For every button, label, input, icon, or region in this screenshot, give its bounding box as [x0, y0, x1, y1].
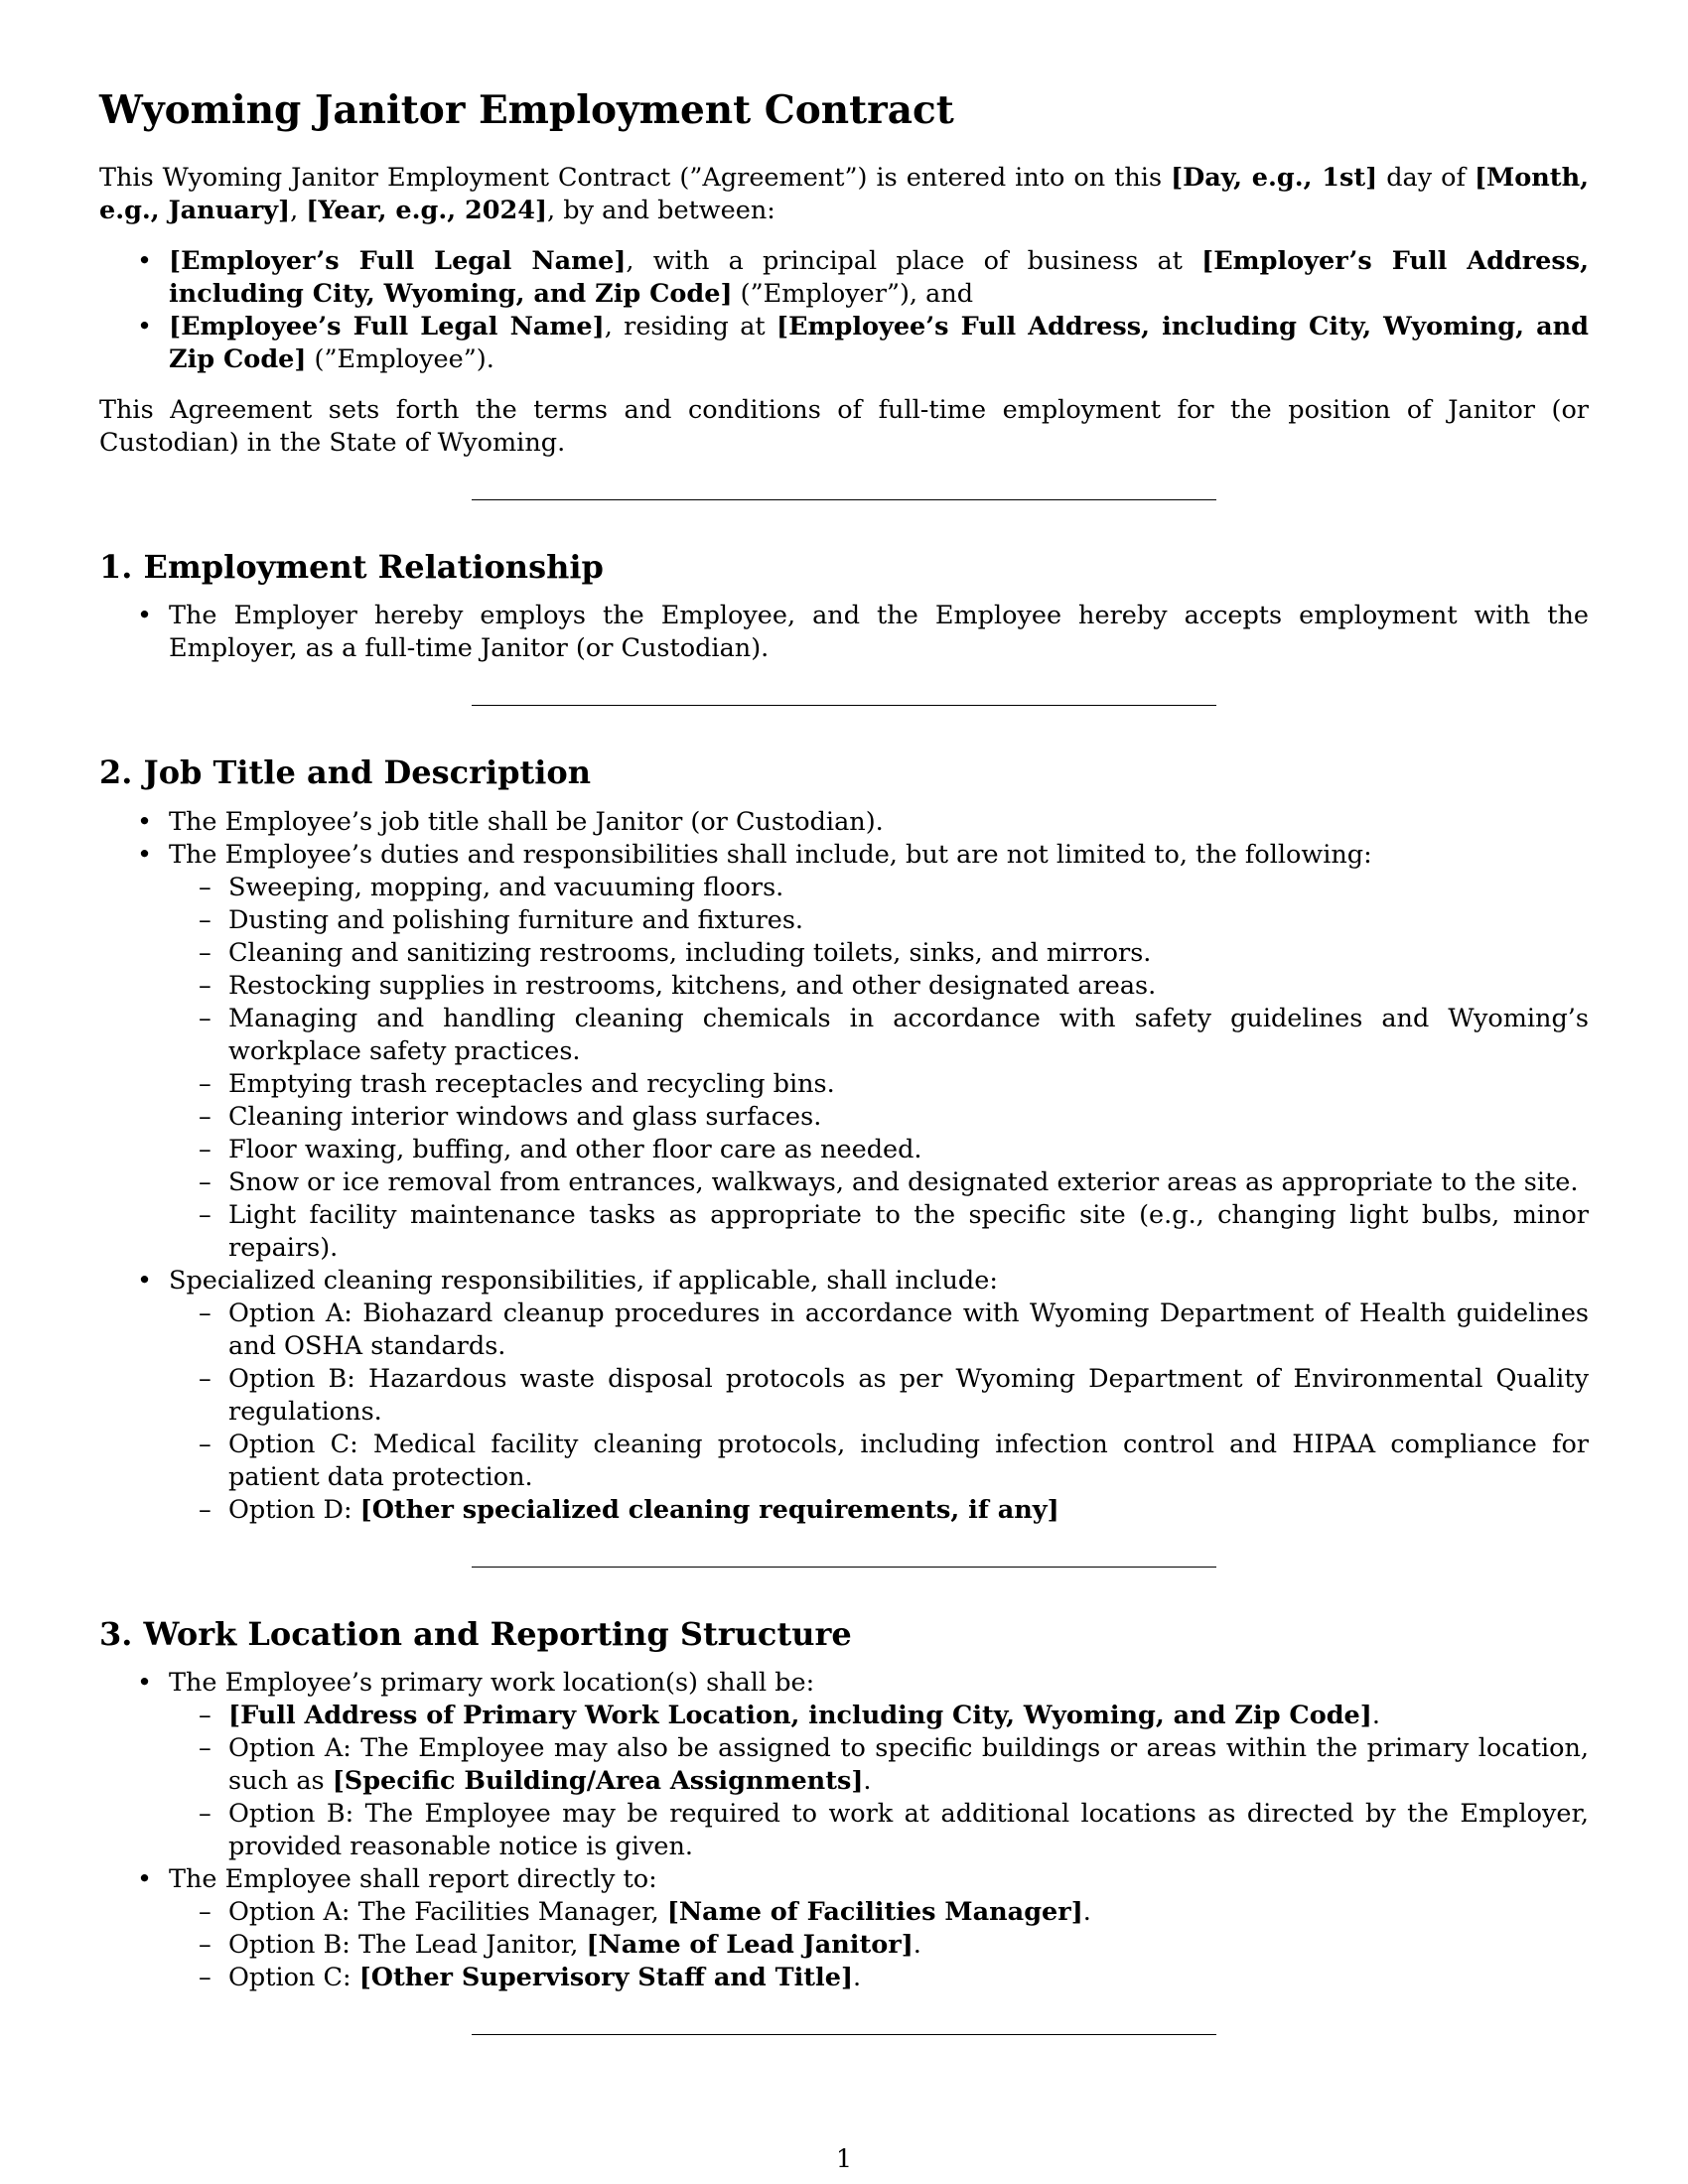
document-page: [99, 87, 1589, 2083]
location-item: – Option B: The Employee may be required to work at additional locations as directed by the Employer, provided reasonable notice is given.: [169, 1798, 1589, 1863]
reporting-list: [169, 1896, 1589, 1994]
document-title: Wyoming Janitor Employment Contract: [99, 87, 954, 133]
party-employee: [99, 311, 1589, 376]
work-location-intro: The Employee’s primary work location(s) shall be:: [169, 1667, 815, 1698]
duty-item: – Emptying trash receptacles and recycling bins.: [169, 1068, 1589, 1101]
employer-address-placeholder: [Employer’s Full Address, including City, Wyoming, and Zip Code]: [169, 245, 1589, 309]
section-3-heading: 3. Work Location and Reporting Structure: [99, 1614, 852, 1653]
section-1-list: [99, 600, 1589, 665]
punctuation: .: [913, 1929, 921, 1960]
duty-item: – Light facility maintenance tasks as appropriate to the specific site (e.g., changing light bulbs, minor repairs).: [169, 1199, 1589, 1265]
reporting-option: [169, 1896, 1589, 1929]
purpose-paragraph: This Agreement sets forth the terms and conditions of full-time employment for the position of Janitor (or Custodian) in the State of Wyoming.: [99, 394, 1589, 458]
list-item: • The Employee’s job title shall be Janitor (or Custodian).: [99, 806, 1589, 839]
intro-text-4: , by and between:: [547, 195, 775, 225]
work-location-item: [99, 1667, 1589, 1863]
employer-name-placeholder: [Employer’s Full Legal Name]: [169, 245, 627, 276]
employee-text-end: (”Employee”).: [306, 343, 494, 374]
employer-text-end: (”Employer”), and: [732, 278, 974, 309]
reporting-option-a-text: Option A: The Facilities Manager,: [228, 1896, 667, 1927]
reporting-option: [169, 1962, 1589, 1994]
list-item: • The Employer hereby employs the Employee, and the Employee hereby accepts employment with the Employer, as a full-time Janitor (or Custodian).: [99, 600, 1589, 665]
option-d-placeholder: [Other specialized cleaning requirements, if any]: [359, 1494, 1059, 1525]
party-employer: [99, 245, 1589, 311]
employee-name-placeholder: [Employee’s Full Legal Name]: [169, 311, 605, 341]
section-2-heading: 2. Job Title and Description: [99, 753, 592, 792]
duties-intro: The Employee’s duties and responsibilities shall include, but are not limited to, the following:: [169, 839, 1372, 870]
intro-text-3: ,: [290, 195, 307, 225]
primary-location-placeholder: [Full Address of Primary Work Location, including City, Wyoming, and Zip Code]: [228, 1700, 1372, 1730]
location-item: [169, 1700, 1589, 1732]
reporting-intro: The Employee shall report directly to:: [169, 1863, 657, 1894]
page-number: 1: [835, 2144, 853, 2174]
work-location-list: [169, 1700, 1589, 1863]
reporting-option: [169, 1929, 1589, 1962]
employer-text-mid: , with a principal place of business at: [626, 245, 1202, 276]
building-assignments-placeholder: [Specific Building/Area Assignments]: [332, 1765, 864, 1796]
intro-text-2: day of: [1377, 162, 1475, 193]
duties-list: [169, 872, 1589, 1265]
duty-item: – Floor waxing, buffing, and other floor care as needed.: [169, 1134, 1589, 1166]
punctuation: .: [853, 1962, 862, 1992]
duty-item: – Cleaning and sanitizing restrooms, including toilets, sinks, and mirrors.: [169, 937, 1589, 970]
section-1-heading: 1. Employment Relationship: [99, 547, 604, 586]
duty-item: – Restocking supplies in restrooms, kitchens, and other designated areas.: [169, 970, 1589, 1003]
section-divider: [472, 705, 1216, 706]
employee-address-placeholder: [Employee’s Full Address, including City, Wyoming, and Zip Code]: [169, 311, 1589, 374]
option-item: [169, 1494, 1589, 1527]
punctuation: .: [863, 1765, 872, 1796]
duties-item: [99, 839, 1589, 1265]
duty-item: – Cleaning interior windows and glass surfaces.: [169, 1101, 1589, 1134]
supervisory-staff-placeholder: [Other Supervisory Staff and Title]: [358, 1962, 854, 1992]
duty-item: – Snow or ice removal from entrances, walkways, and designated exterior areas as appropriate to the site.: [169, 1166, 1589, 1199]
section-2-list: [99, 806, 1589, 1527]
duty-item: – Sweeping, mopping, and vacuuming floors.: [169, 872, 1589, 904]
punctuation: .: [1082, 1896, 1091, 1927]
section-3-list: [99, 1667, 1589, 1994]
option-item: – Option C: Medical facility cleaning protocols, including infection control and HIPAA compliance for patient data protection.: [169, 1429, 1589, 1494]
parties-list: [99, 245, 1589, 376]
facilities-manager-placeholder: [Name of Facilities Manager]: [666, 1896, 1083, 1927]
specialized-item: [99, 1265, 1589, 1527]
lead-janitor-placeholder: [Name of Lead Janitor]: [586, 1929, 914, 1960]
reporting-item: [99, 1863, 1589, 1994]
specialized-intro: Specialized cleaning responsibilities, if applicable, shall include:: [169, 1265, 998, 1296]
month-placeholder: [Month, e.g., January]: [99, 162, 1590, 225]
reporting-option-c-text: Option C:: [228, 1962, 359, 1992]
punctuation: .: [1371, 1700, 1380, 1730]
reporting-option-b-text: Option B: The Lead Janitor,: [228, 1929, 587, 1960]
duty-item: – Dusting and polishing furniture and fixtures.: [169, 904, 1589, 937]
location-option-a-text: Option A: The Employee may also be assigned to specific buildings or areas within the primary location, such as: [228, 1732, 1589, 1796]
specialized-options-list: [169, 1297, 1589, 1527]
duty-item: – Managing and handling cleaning chemicals in accordance with safety guidelines and Wyoming’s workplace safety practices.: [169, 1003, 1589, 1068]
section-divider: [472, 499, 1216, 500]
intro-paragraph: [99, 162, 1589, 227]
employee-text-mid: , residing at: [604, 311, 776, 341]
day-placeholder: [Day, e.g., 1st]: [1171, 162, 1378, 193]
section-divider: [472, 1567, 1216, 1568]
intro-text-1: This Wyoming Janitor Employment Contract (”Agreement”) is entered into on this: [99, 162, 1172, 193]
option-d-prefix: Option D:: [228, 1494, 360, 1525]
option-item: – Option A: Biohazard cleanup procedures in accordance with Wyoming Department of Health guidelines and OSHA standards.: [169, 1297, 1589, 1363]
year-placeholder: [Year, e.g., 2024]: [306, 195, 548, 225]
option-item: – Option B: Hazardous waste disposal protocols as per Wyoming Department of Environmental Quality regulations.: [169, 1363, 1589, 1429]
section-divider: [472, 2034, 1216, 2035]
location-item: [169, 1732, 1589, 1798]
